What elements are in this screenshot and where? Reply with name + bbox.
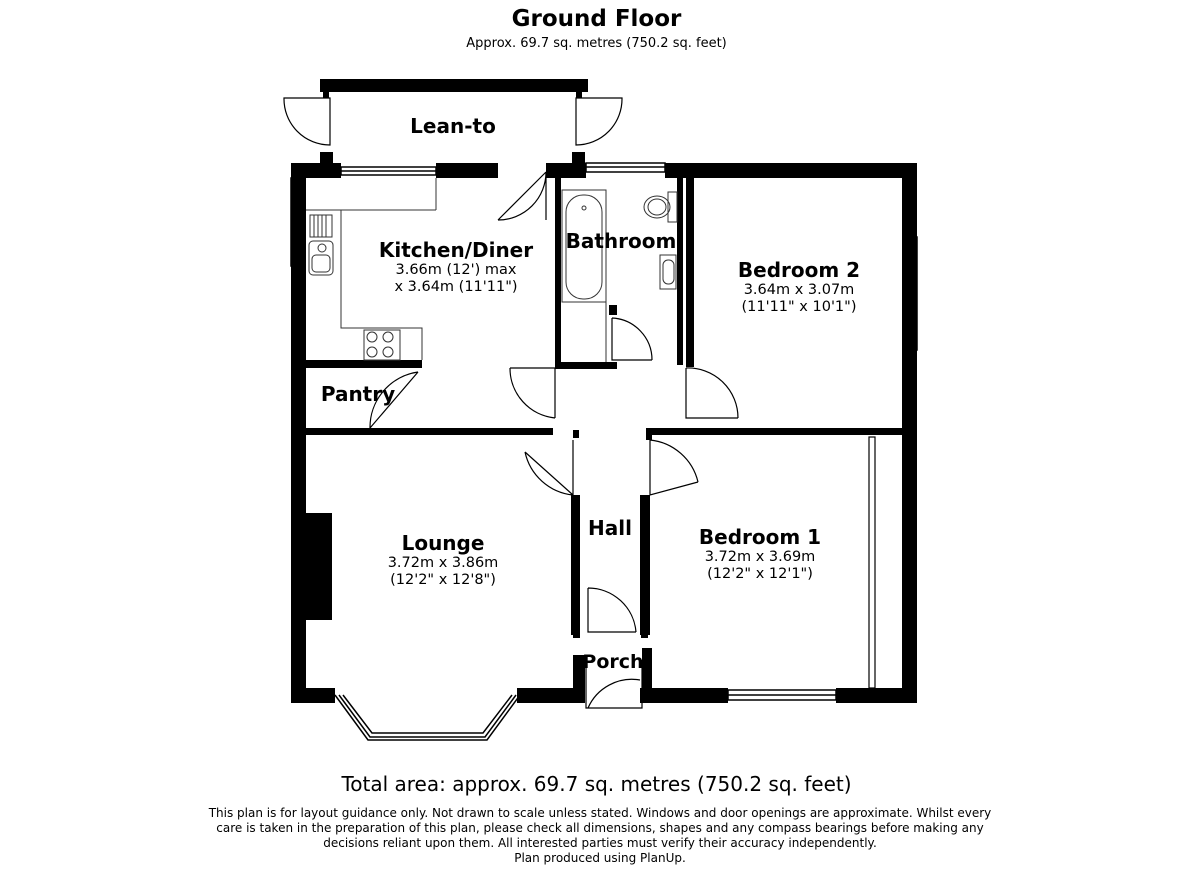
room-label-hall: Hall: [588, 516, 632, 540]
room-dim-kitchen-2: x 3.64m (11'11"): [394, 279, 518, 295]
bathroom-fixtures: [562, 190, 677, 362]
disclaimer-line: care is taken in the preparation of this plan, please check all dimensions, shapes and any compass bearings before making any: [216, 821, 984, 835]
room-label-pantry: Pantry: [320, 382, 396, 406]
room-label-kitchen: Kitchen/Diner: [378, 238, 534, 262]
room-label-lounge: Lounge: [401, 531, 485, 555]
disclaimer-line: Plan produced using PlanUp.: [514, 851, 686, 865]
room-label-porch: Porch: [582, 651, 644, 673]
total-area: Total area: approx. 69.7 sq. metres (750.2 sq. feet): [341, 772, 852, 796]
room-dim-bedroom-2-1: 3.64m x 3.07m: [743, 282, 855, 298]
disclaimer: [0, 806, 1200, 866]
room-label-lean-to: Lean-to: [410, 114, 496, 138]
page-subtitle: Approx. 69.7 sq. metres (750.2 sq. feet): [466, 36, 727, 51]
room-dim-lounge-2: (12'2" x 12'8"): [390, 572, 496, 588]
room-dim-kitchen-1: 3.66m (12') max: [395, 262, 517, 278]
disclaimer-line: decisions reliant upon them. All interested parties must verify their accuracy independently.: [323, 836, 877, 850]
page-title: Ground Floor: [511, 6, 682, 32]
room-dim-lounge-1: 3.72m x 3.86m: [387, 555, 499, 571]
disclaimer-line: This plan is for layout guidance only. Not drawn to scale unless stated. Windows and door openings are approximate. Whilst every: [208, 806, 992, 820]
room-label-bedroom-2: Bedroom 2: [737, 258, 861, 282]
room-label-bedroom-1: Bedroom 1: [698, 525, 822, 549]
room-dim-bedroom-1-2: (12'2" x 12'1"): [707, 566, 813, 582]
room-label-bathroom: Bathroom: [565, 229, 677, 253]
room-dim-bedroom-1-1: 3.72m x 3.69m: [704, 549, 816, 565]
room-dim-bedroom-2-2: (11'11" x 10'1"): [741, 299, 857, 315]
